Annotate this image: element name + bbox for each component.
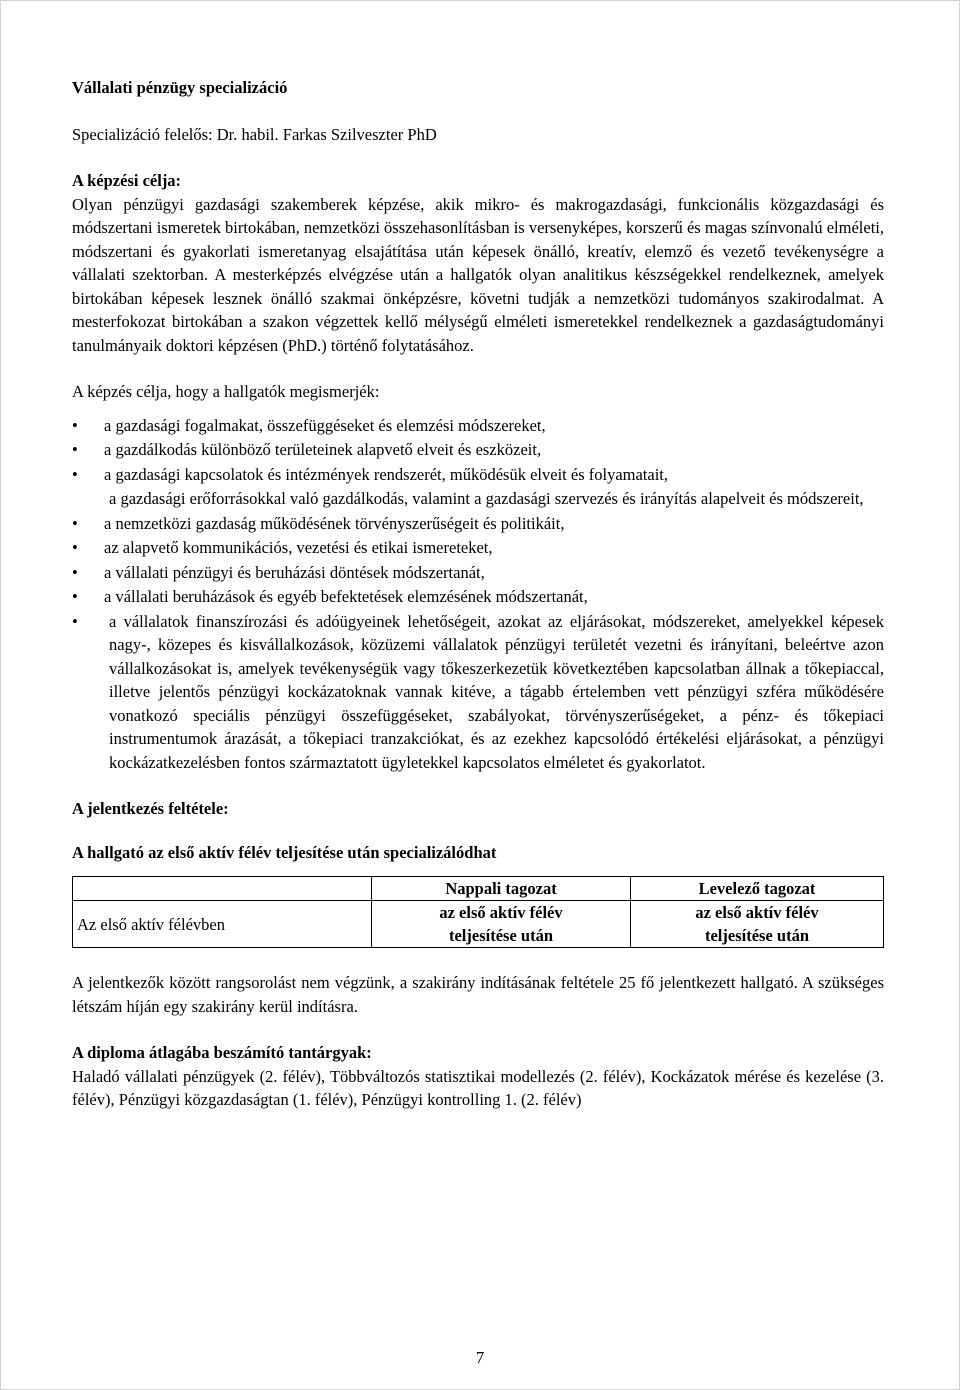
table-header-levelezo: Levelező tagozat [631,877,884,901]
bullet-icon: • [72,587,78,606]
page-title: Vállalati pénzügy specializáció [72,78,288,97]
goal-paragraph: Olyan pénzügyi gazdasági szakemberek képzése, akik mikro- és makrogazdasági, funkcionális közgazdasági és módszertani ismeretek birtokában, nemzetközi összehasonlításban is versenyképes, korszerű és magas színvonalú elméleti, módszertani és gyakorlati ismeretanyag elsajátítása után képesek önálló, kreatív, elemző és vezető tevékenységre a vállalati szektorban. A mesterképzés elvégzése után a hallgatók olyan analitikus készségekkel rendelkeznek, amelyek birtokában képesek lesznek önálló szakmai önképzésre, követni tudják a nemzetközi tudományos szakirodalmat. A mesterfokozat birtokában a szakon végzettek kellő mélységű elméleti ismeretekkel rendelkeznek a gazdaságtudományi tanulmányaik doktori képzésen (PhD.) történő folytatásához. [72,194,884,355]
bullet-icon: • [72,440,78,459]
list-item: a gazdasági erőforrásokkal való gazdálkodás, valamint a gazdasági szervezés és irányítás alapelveit és módszereit, [109,489,864,508]
document-body [72,76,884,1112]
table-header-nappali: Nappali tagozat [372,877,631,901]
diploma-heading: A diploma átlagába beszámító tantárgyak: [72,1043,372,1062]
goal-heading: A képzési célja: [72,171,182,190]
list-item: • a nemzetközi gazdaság működésének törvényszerűségeit és politikáit, [72,512,884,536]
list-intro: A képzés célja, hogy a hallgatók megismerjék: [72,382,380,401]
list-item: • a vállalati pénzügyi és beruházási döntések módszertanát, [72,561,884,585]
table-cell-levelezo: az első aktív félév teljesítése után [631,901,884,948]
bullet-icon: • [72,513,78,533]
list-item: • a vállalati beruházások és egyéb befektetések elemzésének módszertanát, [72,585,884,609]
table-cell-blank [73,877,372,901]
bullet-icon: • [72,611,78,631]
list-item: • a gazdálkodás különböző területeinek alapvető elveit és eszközeit, [72,438,884,462]
ranking-paragraph: A jelentkezők között rangsorolást nem végzünk, a szakirány indításának feltétele 25 fő jelentkezett hallgató. A szükséges létszám híján egy szakirány kerül indításra. [72,973,884,1016]
bullet-icon: • [72,464,78,484]
table-header-row [73,877,884,901]
table-cell-nappali: az első aktív félév teljesítése után [372,901,631,948]
list-item: • a vállalatok finanszírozási és adóügyeinek lehetőségeit, azokat az eljárásokat, módszereket, amelyekkel képesek nagy-, közepes és kisvállalkozások, közüzemi vállalatok pénzügyi területét vezetni és irányítani, beleértve azon vállalkozásokat is, amelyek tevékenységük vagy tőkeszerkezetük következtében kapcsolatban állnak a tőkepiaccal, illetve jelentős pénzügyi kockázatoknak vannak kitéve, a tágabb értelemben vett pénzügyi szféra működésére vonatkozó speciális pénzügyi összefüggéseket, szabályokat, törvényszerűségeket, a pénz- és tőkepiaci instrumentumok árazását, a tőkepiaci tranzakciókat, és az ezekhez kapcsolódó értékelési eljárásokat, a pénzügyi kockázatkezelésben fontos származtatott ügyletekkel kapcsolatos elméletet és gyakorlatot. [72,611,884,772]
application-heading: A jelentkezés feltétele: [72,799,229,818]
application-subheading: A hallgató az első aktív félév teljesítése után specializálódhat [72,842,497,862]
diploma-paragraph: Haladó vállalati pénzügyek (2. félév), Többváltozós statisztikai modellezés (2. félév), Kockázatok mérése és kezelése (3. félév), Pénzügyi közgazdaságtan (1. félév), Pénzügyi kontrolling 1. (2. félév) [72,1066,884,1109]
goal-list [72,414,884,775]
specialization-table [72,876,884,948]
list-item: • a gazdasági kapcsolatok és intézmények rendszerét, működésük elveit és folyamatait, [72,463,884,487]
list-item: • az alapvető kommunikációs, vezetési és etikai ismereteket, [72,536,884,560]
bullet-icon: • [72,562,78,582]
list-item: • a gazdasági fogalmakat, összefüggéseket és elemzési módszereket, [72,414,884,438]
page-number: 7 [475,1348,485,1367]
responsible-person: Specializáció felelős: Dr. habil. Farkas Szilveszter PhD [72,124,437,144]
bullet-icon: • [72,538,78,557]
bullet-icon: • [72,415,78,435]
table-row [73,901,884,948]
table-row-label: Az első aktív félévben [73,901,372,948]
